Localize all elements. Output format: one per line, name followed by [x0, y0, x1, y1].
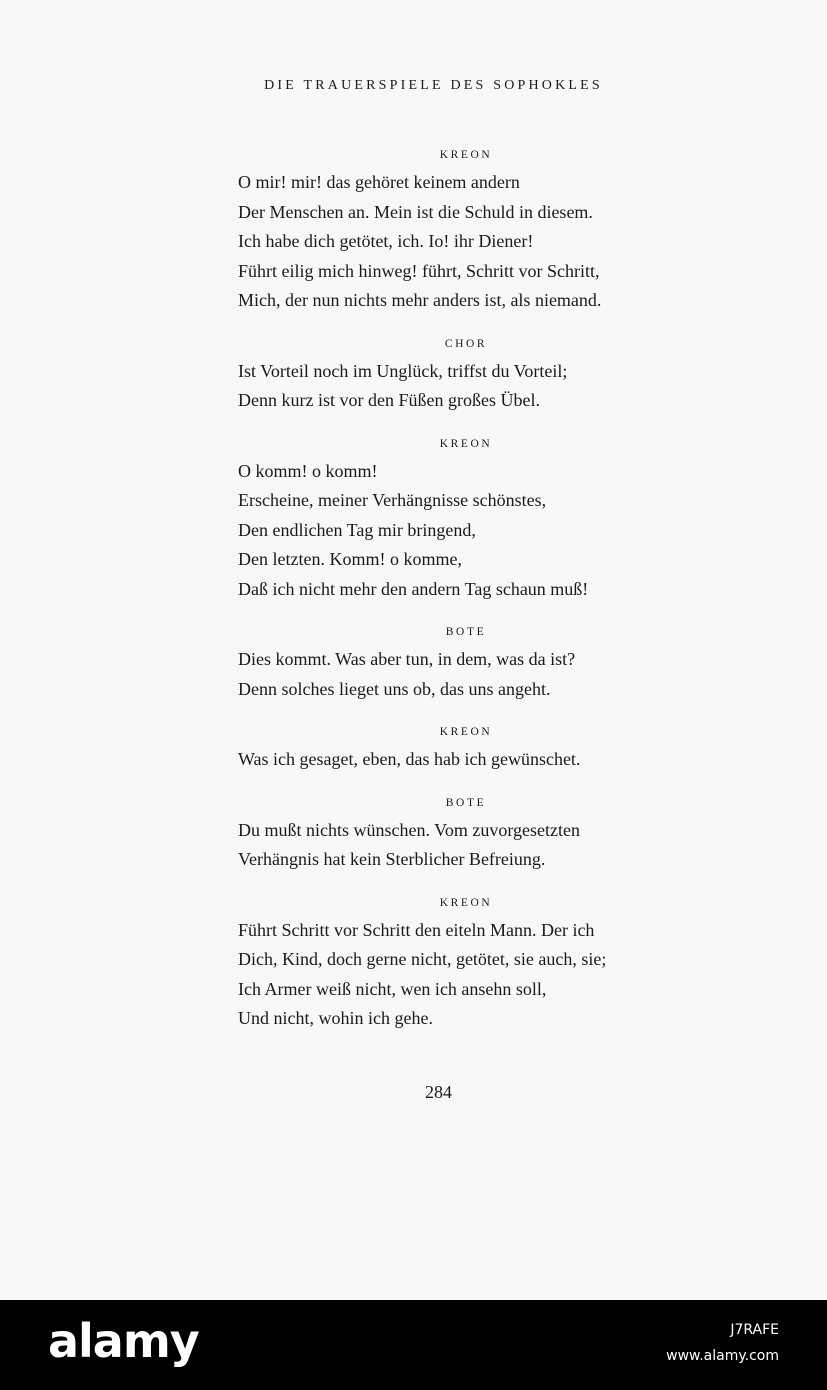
verse-line: Der Menschen an. Mein ist die Schuld in diesem. [238, 201, 593, 222]
watermark-url: www.alamy.com [666, 1348, 779, 1364]
speaker-name: KREON [439, 896, 493, 909]
verse-line: Was ich gesaget, eben, das hab ich gewünschet. [238, 749, 581, 769]
speaker-name: BOTE [445, 626, 487, 638]
page-number: 284 [425, 1082, 452, 1102]
image-id: J7RAFE [730, 1322, 779, 1338]
stanza [238, 790, 708, 875]
verse-line: Mich, der nun nichts mehr anders ist, als niemand. [238, 290, 602, 310]
verse-line: Dich, Kind, doch gerne nicht, getötet, sie auch, sie; [238, 949, 607, 969]
stanza [238, 619, 708, 704]
verse-line: Führt Schritt vor Schritt den eiteln Mann. Der ich [238, 919, 595, 940]
verse-line: Den letzten. Komm! o komme, [238, 549, 462, 569]
alamy-logo: alamy [48, 1314, 199, 1368]
verse-line: Du mußt nichts wünschen. Vom zuvorgesetzten [238, 819, 580, 840]
verse-line: Führt eilig mich hinweg! führt, Schritt vor Schritt, [238, 260, 600, 281]
speaker-name: BOTE [445, 796, 487, 809]
verse-line: Ist Vorteil noch im Unglück, triffst du Vorteil; [238, 360, 568, 381]
running-head: DIE TRAUERSPIELE DES SOPHOKLES [264, 78, 603, 93]
stanza [238, 719, 708, 775]
verse-line: O komm! o komm! [238, 460, 378, 481]
verse-line: Erscheine, meiner Verhängnisse schönstes, [238, 490, 547, 510]
verse-line: Daß ich nicht mehr den andern Tag schaun muß! [238, 578, 589, 599]
speaker-name: KREON [439, 437, 493, 450]
verse-line: Dies kommt. Was aber tun, in dem, was da ist? [238, 649, 576, 669]
verse-line: O mir! mir! das gehöret keinem andern [238, 172, 520, 192]
verse-line: Verhängnis hat kein Sterblicher Befreiung. [238, 849, 546, 869]
speaker-name: KREON [439, 726, 493, 738]
stanza [238, 890, 708, 1034]
stanza [238, 331, 708, 416]
stanza [238, 142, 708, 316]
verse-text [238, 142, 708, 1049]
verse-line: Ich Armer weiß nicht, wen ich ansehn soll, [238, 978, 547, 999]
stanza [238, 431, 708, 605]
speaker-name: KREON [439, 149, 493, 161]
verse-line: Und nicht, wohin ich gehe. [238, 1008, 433, 1028]
verse-line: Denn kurz ist vor den Füßen großes Übel. [238, 390, 540, 410]
verse-line: Ich habe dich getötet, ich. Io! ihr Diener! [238, 231, 534, 251]
speaker-name: CHOR [444, 337, 488, 350]
verse-line: Denn solches lieget uns ob, das uns angeht. [238, 678, 551, 699]
watermark-bar [0, 1300, 827, 1390]
verse-line: Den endlichen Tag mir bringend, [238, 519, 476, 540]
